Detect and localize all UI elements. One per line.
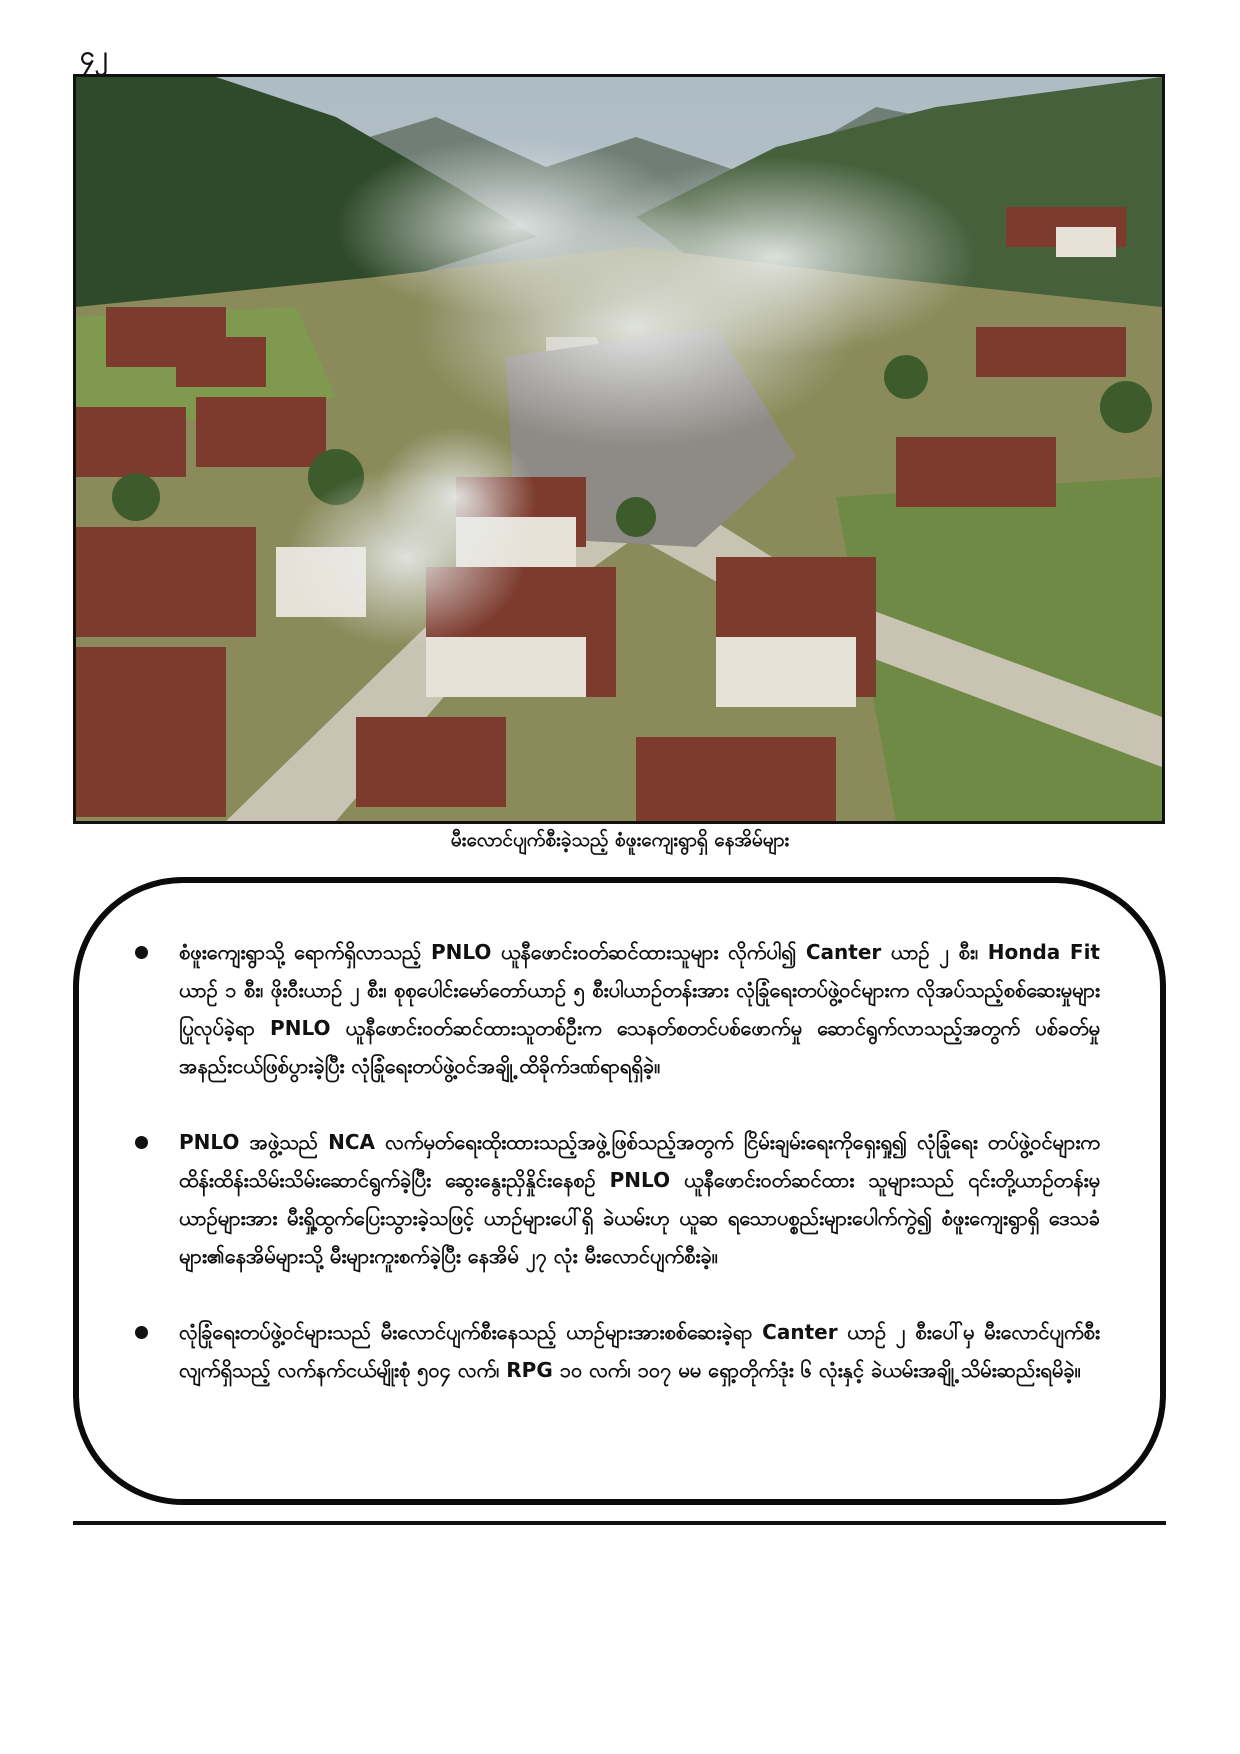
aerial-photo (73, 74, 1165, 824)
bullet-text: စံဖူးကျေးရွာသို့ ရောက်ရှိလာသည့် PNLO ယူနီဖောင်းဝတ်ဆင်ထားသူများ လိုက်ပါ၍ Canter ယာဉ် ၂ စီး၊ Honda Fit ယာဉ် ၁ စီး၊ ဖိုးဝီးယာဉ် ၂ စီး၊ စုစုပေါင်းမော်တော်ယာဉ် ၅ စီးပါယာဉ်တန်းအား လုံခြုံရေးတပ်ဖွဲ့ဝင်များက လိုအပ်သည့်စစ်ဆေးမှုများပြုလုပ်ခဲ့ရာ PNLO ယူနီဖောင်းဝတ်ဆင်ထားသူတစ်ဦးက သေနတ်စတင်ပစ်ဖောက်မှု ဆောင်ရွက်လာသည့်အတွက် ပစ်ခတ်မှုအနည်းငယ်ဖြစ်ပွားခဲ့ပြီး လုံခြုံရေးတပ်ဖွဲ့ဝင်အချို့ ထိခိုက်ဒဏ်ရာရရှိခဲ့။ (179, 940, 1100, 1078)
bullet-text: လုံခြုံရေးတပ်ဖွဲ့ဝင်များသည် မီးလောင်ပျက်စီးနေသည့် ယာဉ်များအားစစ်ဆေးခဲ့ရာ Canter ယာဉ် ၂ စီးပေါ်မှ မီးလောင်ပျက်စီးလျက်ရှိသည့် လက်နက်ငယ်မျိုးစုံ ၅၀၄ လက်၊ RPG ၁၀ လက်၊ ၁၀၇ မမ ရှော့တိုက်ဒုံး ၆ လုံးနှင့် ခဲယမ်းအချို့ သိမ်းဆည်းရမိခဲ့။ (179, 1320, 1100, 1382)
bullet-text: PNLO အဖွဲ့သည် NCA လက်မှတ်ရေးထိုးထားသည့်အဖွဲ့ဖြစ်သည့်အတွက် ငြိမ်းချမ်းရေးကိုရှေးရှု၍ လုံခြုံရေး တပ်ဖွဲ့ဝင်များက ထိန်းထိန်းသိမ်းသိမ်းဆောင်ရွက်ခဲ့ပြီး ဆွေးနွေးညှိနှိုင်းနေစဉ် PNLO ယူနီဖောင်းဝတ်ဆင်ထား သူများသည် ၎င်းတို့ယာဉ်တန်းမှ ယာဉ်များအား မီးရှို့ထွက်ပြေးသွားခဲ့သဖြင့် ယာဉ်များပေါ်ရှိ ခဲယမ်းဟု ယူဆ ရသောပစ္စည်းများပေါက်ကွဲ၍ စံဖူးကျေးရွာရှိ ဒေသခံများ၏နေအိမ်များသို့ မီးများကူးစက်ခဲ့ပြီး နေအိမ် ၂၇ လုံး မီးလောင်ပျက်စီးခဲ့။ (179, 1130, 1100, 1268)
page-number: ၄၂ (80, 41, 108, 71)
burned-village-illustration (76, 77, 1162, 821)
bullet-list (127, 933, 1100, 1389)
bullet-item (127, 1313, 1100, 1389)
photo-caption: မီးလောင်ပျက်စီးခဲ့သည့် စံဖူးကျေးရွာရှိ နေအိမ်များ (450, 829, 790, 851)
summary-box (73, 877, 1166, 1505)
bullet-icon (135, 1326, 148, 1339)
bullet-icon (135, 1136, 148, 1149)
bullet-item (127, 933, 1100, 1085)
bullet-item (127, 1123, 1100, 1275)
bullet-icon (135, 946, 148, 959)
horizontal-rule (73, 1521, 1166, 1525)
